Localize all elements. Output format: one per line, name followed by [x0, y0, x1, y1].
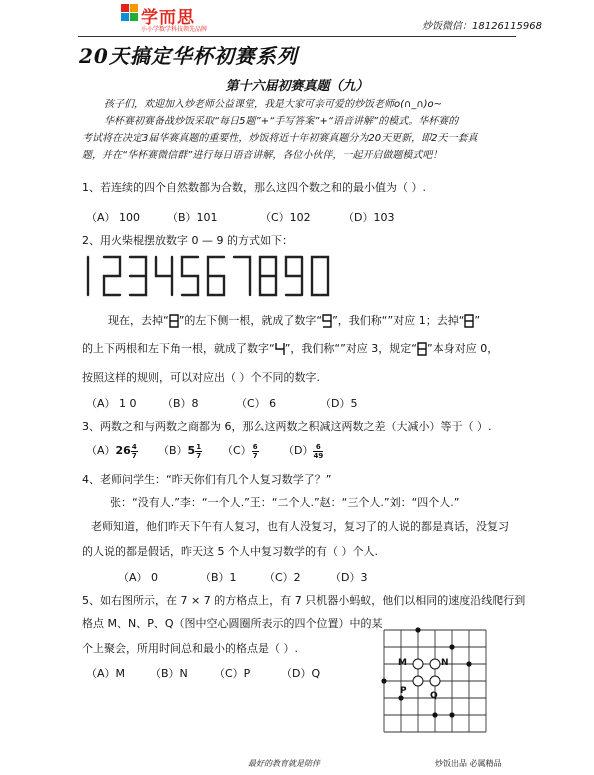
q3-option-b	[158, 442, 202, 460]
point-p-label: P	[400, 686, 407, 696]
digit-9-glyph	[322, 314, 332, 328]
q5-line-2: 格点 M、N、P、Q（图中空心圆圈所表示的四个位置）中的某	[82, 617, 383, 630]
q3-option-c-fraction	[252, 443, 259, 460]
footer-brand: 炒饭出品 必属精品	[435, 759, 502, 768]
q4-option-d: （D）3	[330, 571, 368, 584]
q3-option-a-whole: 26	[115, 444, 131, 457]
digit-8-strokes	[260, 257, 276, 295]
q3-option-b-label: （B）	[158, 444, 188, 457]
q3-option-a-label: （A）	[86, 444, 116, 457]
q2-line1-part-d: ”	[474, 314, 481, 327]
q2-line-2	[82, 341, 498, 357]
q1-option-c: （C）102	[260, 211, 311, 224]
header-divider	[78, 36, 516, 37]
logo-icon	[121, 4, 139, 24]
ant-grid-svg	[380, 626, 490, 738]
q1-option-a: （A） 100	[86, 211, 141, 224]
q3-option-a-denominator: 7	[131, 451, 137, 460]
ant-dot	[449, 644, 454, 649]
digit-8-glyph	[169, 314, 179, 328]
q2-line2-part-a: 的上下两根和左下角一根，就成了数字“	[82, 342, 275, 355]
digit-4-glyph	[275, 342, 285, 356]
q4-line-2: 张：“没有人.”李：“一个人.”王：“二个人.”赵：“三个人.”刘：“四个人.”	[110, 496, 460, 509]
q2-option-d: （D）5	[320, 397, 358, 410]
digit-4-strokes	[156, 257, 172, 295]
q4-option-a: （A） 0	[118, 571, 159, 584]
point-q-circle	[430, 676, 440, 686]
digit-2-strokes	[104, 257, 120, 295]
q1-option-d: （D）103	[343, 211, 395, 224]
q1-option-b: （B）101	[167, 211, 218, 224]
q5-option-b: （B）N	[150, 667, 188, 680]
q2-line1-part-b: ”的左下侧一根，就成了数字“	[178, 314, 323, 327]
q3-option-c	[222, 442, 259, 460]
q2-line1-part-c: ”，我们称“”对应 1；去掉“	[332, 314, 465, 327]
q3-option-a-fraction	[131, 443, 138, 460]
q3-option-a	[86, 442, 138, 460]
q3-option-d-numerator: 6	[313, 443, 323, 452]
q2-stem: 2、用火柴棍摆放数字 0 — 9 的方式如下：	[82, 234, 293, 247]
q2-line2-part-c: ”本身对应 0，	[427, 342, 499, 355]
intro-paragraph-2a: 华杯赛初赛备战炒饭采取“每日5题”+“手写答案”+“语音讲解”的模式。华杯赛的	[104, 116, 459, 127]
matchstick-digits-figure	[80, 255, 342, 297]
q2-option-c: （C） 6	[236, 397, 277, 410]
q3-option-d-denominator: 49	[313, 451, 324, 460]
q2-line2-part-b: ”，我们称“”对应 3，规定“	[284, 342, 417, 355]
q3-option-c-numerator: 6	[252, 442, 258, 451]
q3-option-d	[283, 442, 323, 460]
q5-option-a: （A）M	[86, 667, 126, 680]
q2-option-a: （A） 1 0	[86, 397, 137, 410]
logo-subtext: 小小学数学科技领先品牌	[141, 26, 208, 33]
doc-title: 第十六届初赛真题（九）	[225, 79, 369, 94]
q5-line-3: 个上聚会，所用时间总和最小的格点是（ ）.	[82, 642, 298, 655]
point-q-label: Q	[430, 691, 438, 701]
digit-0-strokes	[312, 257, 328, 295]
q3-option-b-whole: 5	[187, 444, 196, 457]
q4-line-3: 老师知道，他们昨天下午有人复习，也有人没复习，复习了的人说的都是真话，没复习	[91, 520, 509, 533]
footer-slogan: 最好的教育就是陪伴	[248, 759, 320, 768]
q4-option-c: （C）2	[264, 571, 301, 584]
ant-dot	[415, 627, 420, 632]
q2-option-b: （B）8	[162, 397, 199, 410]
point-n-label: N	[441, 658, 449, 668]
q5-line-1: 5、如右图所示，在 7 × 7 的方格点上，有 7 只机器小蚂蚁，他们以相同的速度沿线爬行到	[82, 594, 526, 607]
q3-option-a-numerator: 4	[131, 442, 137, 451]
q2-line-1	[108, 313, 480, 329]
q4-line-4: 的人说的都是假话，昨天这 5 个人中复习数学的有（ ）个人.	[82, 545, 378, 558]
ant-dot	[381, 678, 386, 683]
logo-text: 学而思	[141, 8, 195, 28]
ant-dot	[432, 712, 437, 717]
digit-8-glyph-3	[417, 342, 427, 356]
digit-3-strokes	[130, 257, 146, 295]
q3-option-d-fraction	[313, 443, 323, 460]
digit-9-strokes	[286, 257, 302, 295]
q3-option-c-denominator: 7	[252, 451, 258, 460]
ant-grid-figure	[380, 626, 490, 742]
q1-stem: 1、若连续的四个自然数都为合数，那么这四个数之和的最小值为（ ）.	[82, 181, 426, 194]
q4-stem: 4、老师问学生：“昨天你们有几个人复习数学了？”	[82, 473, 332, 486]
series-title: 20天搞定华杯初赛系列	[79, 44, 298, 68]
point-m-circle	[413, 659, 423, 669]
q3-option-d-label: （D）	[283, 444, 314, 457]
intro-paragraph-2c: 题，并在“华杯赛微信群”进行每日语音讲解，各位小伙伴，一起开启做题模式吧！	[82, 150, 443, 161]
q2-line1-part-a: 现在，去掉“	[108, 314, 169, 327]
q4-option-b: （B）1	[200, 571, 237, 584]
wechat-contact: 炒饭微信：18126115968	[422, 21, 542, 32]
digit-8-glyph-2	[464, 314, 474, 328]
q3-stem: 3、两数之和与两数之商都为 6，那么这两数之积减这两数之差（大减小）等于（ ）.	[82, 420, 492, 433]
ant-dot	[466, 661, 471, 666]
digit-5-strokes	[182, 257, 198, 295]
intro-paragraph-1: 孩子们，欢迎加入炒老师公益课堂，我是大家可亲可爱的炒饭老师o(∩_∩)o~	[104, 99, 443, 110]
q3-option-b-numerator: 1	[196, 442, 202, 451]
digit-7-strokes	[234, 257, 250, 295]
ant-dot	[398, 695, 403, 700]
q5-option-c: （C）P	[214, 667, 251, 680]
q3-option-b-denominator: 7	[196, 451, 202, 460]
point-n-circle	[430, 659, 440, 669]
q3-option-b-fraction	[195, 443, 202, 460]
q5-option-d: （D）Q	[281, 667, 321, 680]
q2-line-3: 按照这样的规则，可以对应出（ ）个不同的数字.	[82, 371, 320, 384]
point-m-label: M	[398, 658, 407, 668]
digit-6-strokes	[208, 257, 224, 295]
ant-dot	[449, 712, 454, 717]
point-p-circle	[413, 676, 423, 686]
intro-paragraph-2b: 考试将在决定3届华赛真题的重要性，炒饭将近十年初赛真题分为20天更新，即2天一套真	[82, 133, 478, 144]
q3-option-c-label: （C）	[222, 444, 252, 457]
